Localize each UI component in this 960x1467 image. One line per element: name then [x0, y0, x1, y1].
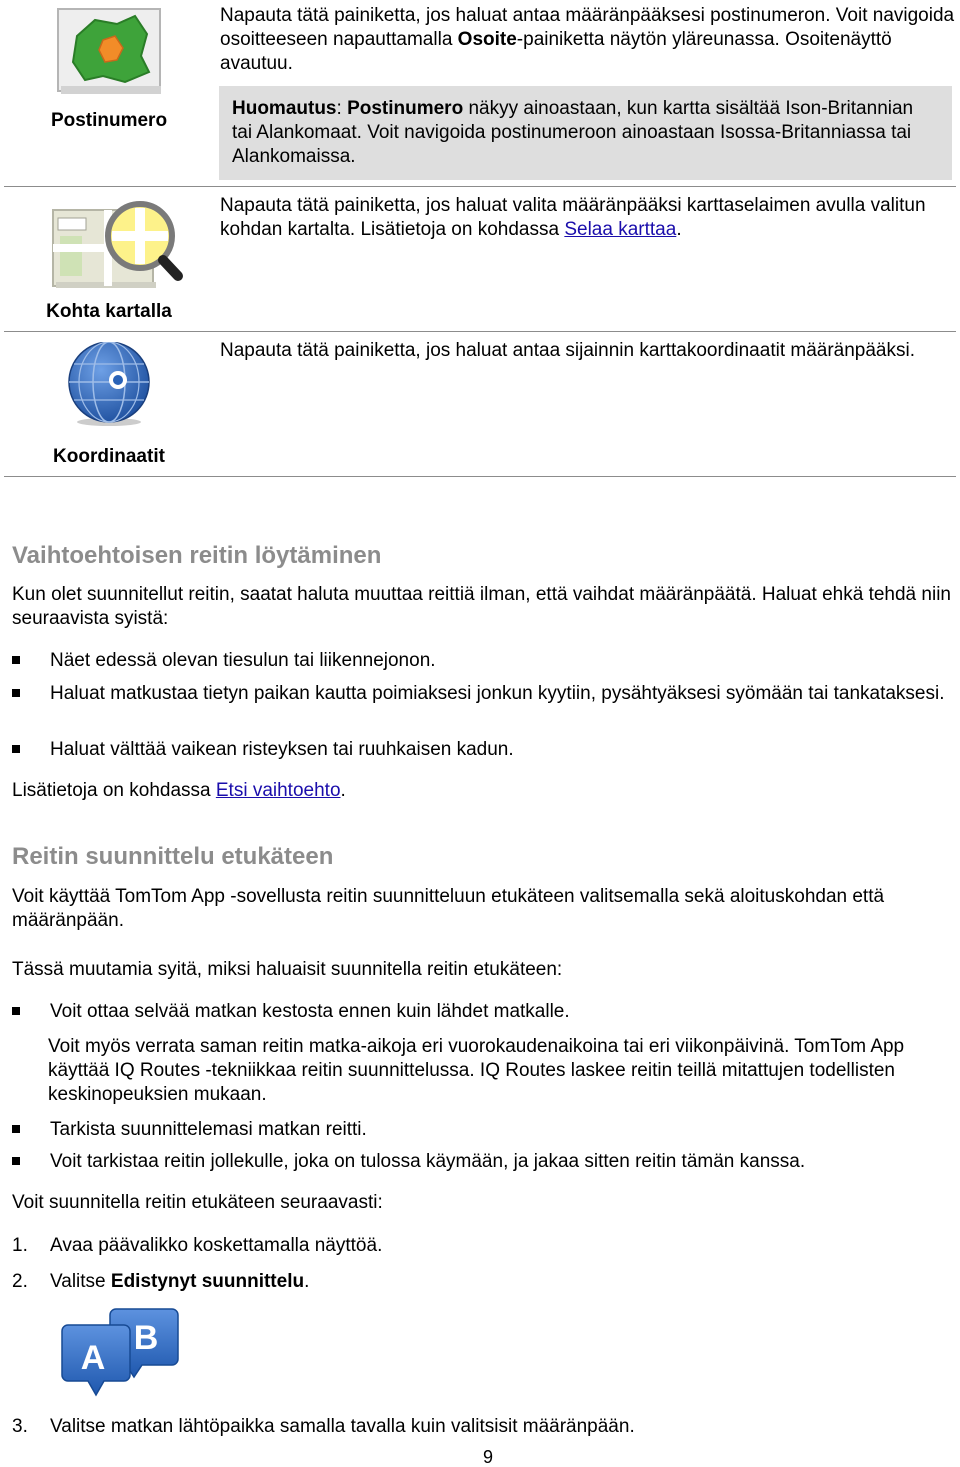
- globe-icon: [66, 342, 152, 428]
- step-2-number: 2.: [12, 1271, 28, 1292]
- plan-bullet-2: Tarkista suunnittelemasi matkan reitti.: [50, 1119, 367, 1140]
- postcode-note-box: [219, 86, 952, 180]
- note-colon: :: [336, 98, 348, 119]
- find-alternative-link[interactable]: Etsi vaihtoehto: [215, 780, 341, 801]
- plan-route-heading: Reitin suunnittelu etukäteen: [12, 843, 334, 870]
- bullet-marker: [12, 689, 20, 697]
- step-3-number: 3.: [12, 1416, 28, 1437]
- step-1-number: 1.: [12, 1235, 28, 1256]
- period: .: [304, 1271, 310, 1292]
- note-label: Huomautus: [232, 98, 337, 119]
- step-2-prefix: Valitse: [50, 1271, 111, 1292]
- coordinates-description: Napauta tätä painiketta, jos haluat antaa sijainnin karttakoordinaatit määränpääksi.: [220, 340, 915, 361]
- plan-bullet-1: Voit ottaa selvää matkan kestosta ennen kuin lähdet matkalle.: [50, 1001, 570, 1022]
- postcode-description: [220, 4, 955, 76]
- point-on-map-text: Napauta tätä painiketta, jos haluat valita määränpääksi karttaselaimen avulla valitun kohdan kartalta. Lisätietoja on kohdassa: [220, 195, 926, 240]
- alternative-route-heading: Vaihtoehtoisen reitin löytäminen: [12, 542, 382, 569]
- bullet-marker: [12, 1125, 20, 1133]
- postcode-text-a: Napauta tätä painiketta, jos haluat antaa määränpääksesi postinumeron. Voit navigoida osoitteeseen napauttamalla: [220, 5, 955, 50]
- ab-route-icon: [60, 1305, 180, 1400]
- alternative-route-intro: Kun olet suunnitellut reitin, saatat haluta muuttaa reittiä ilman, että vaihdat määränpäätä. Haluat ehkä tehdä niin seuraavista syistä:: [12, 584, 951, 629]
- divider-1: [4, 186, 956, 187]
- divider-3: [4, 476, 956, 477]
- reason-bullet-3: Haluat välttää vaikean risteyksen tai ruuhkaisen kadun.: [50, 739, 514, 760]
- step-3-text: Valitse matkan lähtöpaikka samalla tavalla kuin valitsisit määränpään.: [50, 1416, 635, 1437]
- step-1-text: Avaa päävalikko koskettamalla näyttöä.: [50, 1235, 383, 1256]
- browse-map-link[interactable]: Selaa karttaa: [564, 219, 677, 240]
- address-term: Osoite: [457, 29, 517, 50]
- divider-2: [4, 331, 956, 332]
- map-magnifier-icon: [50, 196, 185, 292]
- point-on-map-icon-button[interactable]: [50, 196, 185, 292]
- postcode-text-b: -painiketta näytön yläreunassa. Osoitenäyttö avautuu.: [220, 29, 892, 74]
- period: .: [340, 780, 346, 801]
- more-info-text: Lisätietoja on kohdassa: [12, 780, 216, 801]
- find-alternative-more: [12, 779, 952, 803]
- bullet-marker: [12, 1157, 20, 1165]
- bullet-marker: [12, 745, 20, 753]
- ab-letter-a: A: [80, 1339, 106, 1377]
- bullet-marker: [12, 1007, 20, 1015]
- coordinates-icon-button[interactable]: [66, 342, 152, 428]
- reason-bullet-2: Haluat matkustaa tietyn paikan kautta poimiaksesi jonkun kyytiin, pysähtyäksesi syömään tai tankataksesi.: [50, 683, 945, 704]
- postcode-label: Postinumero: [50, 110, 168, 131]
- note-term: Postinumero: [347, 98, 464, 119]
- point-on-map-description: [220, 194, 955, 242]
- step-2-text: [50, 1270, 955, 1294]
- note-text: näkyy ainoastaan, kun kartta sisältää Ison-Britannian tai Alankomaat. Voit navigoida postinumeroon ainoastaan Isossa-Britanniassa tai Alankomaissa.: [232, 98, 914, 167]
- plan-bullet-1-detail: Voit myös verrata saman reitin matka-aikoja eri vuorokaudenaikoina tai eri viikonpäivinä. TomTom App käyttää IQ Routes -tekniikkaa reitin suunnittelussa. IQ Routes laskee reitin teillä mitattujen todellisten keskinopeuksien mukaan.: [48, 1036, 905, 1105]
- bullet-marker: [12, 656, 20, 664]
- reasons-intro: Tässä muutamia syitä, miksi haluaisit suunnitella reitin etukäteen:: [12, 959, 563, 980]
- point-on-map-label: Kohta kartalla: [46, 301, 172, 322]
- advanced-planning-icon-button[interactable]: [60, 1305, 180, 1400]
- ab-letter-b: B: [133, 1319, 159, 1357]
- advanced-planning-term: Edistynyt suunnittelu: [110, 1271, 305, 1292]
- plan-route-intro: Voit käyttää TomTom App -sovellusta reitin suunnitteluun etukäteen valitsemalla sekä aloituskohdan että määränpään.: [12, 886, 885, 931]
- coordinates-label: Koordinaatit: [53, 446, 165, 467]
- steps-intro: Voit suunnitella reitin etukäteen seuraavasti:: [12, 1192, 383, 1213]
- postcode-map-icon: [55, 6, 165, 98]
- reason-bullet-1: Näet edessä olevan tiesulun tai liikennejonon.: [50, 650, 436, 671]
- page-number: 9: [482, 1447, 493, 1467]
- period: .: [676, 219, 682, 240]
- postcode-icon-button[interactable]: [55, 6, 165, 98]
- plan-bullet-3: Voit tarkistaa reitin jollekulle, joka on tulossa käymään, ja jakaa sitten reitin tämän kanssa.: [50, 1151, 806, 1172]
